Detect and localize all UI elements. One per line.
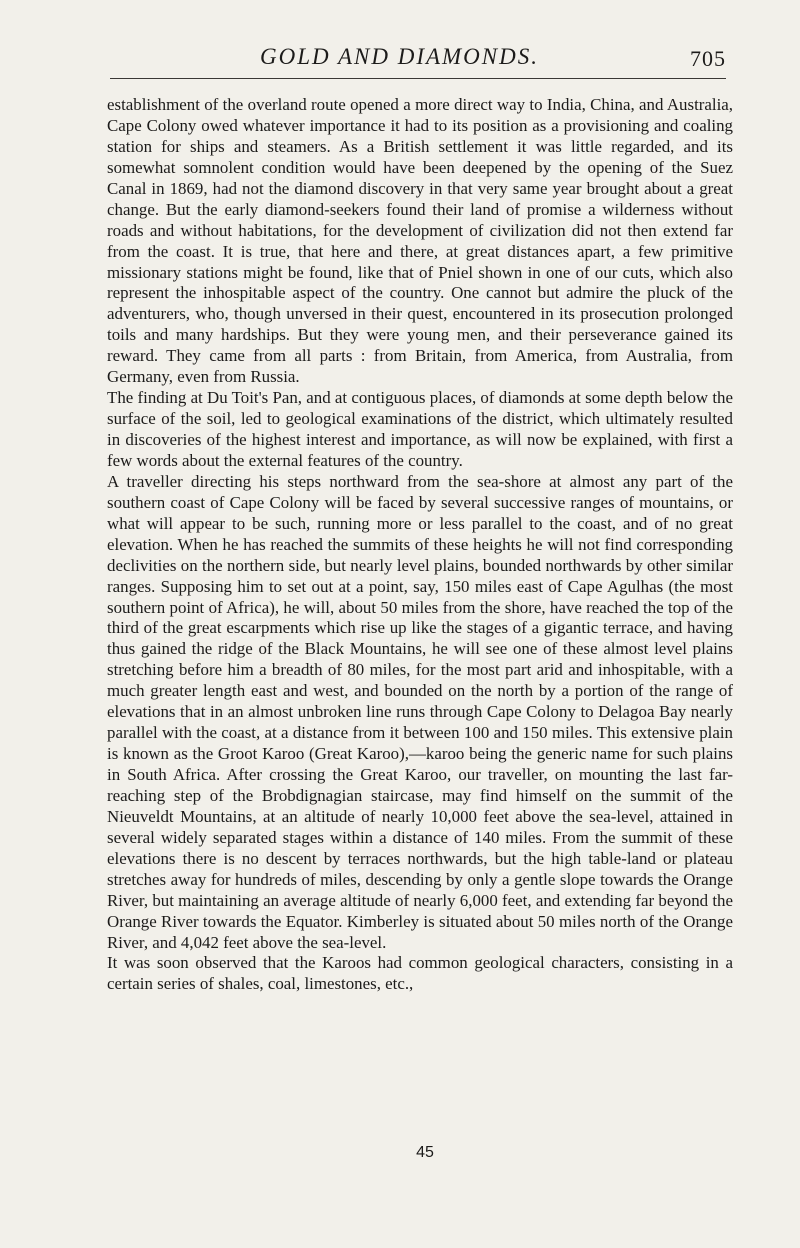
paragraph: A traveller directing his steps northward from the sea-shore at almost any part of the southern coast of Cape Colony will be faced by several successive ranges of mountains, or what will appear to be such, running more or less parallel to the coast, and of no great elevation. When he has reached the summits of these heights he will not find corresponding declivities on the northern side, but nearly level plains, bounded northwards by other similar ranges. Supposing him to set out at a point, say, 150 miles east of Cape Agulhas (the most southern point of Africa), he will, about 50 miles from the shore, have reached the top of the third of the great escarpments which rise up like the stages of a gigantic terrace, and having thus gained the ridge of the Black Mountains, he will see one of these almost level plains stretching before him a breadth of 80 miles, for the most part arid and inhospitable, with a much greater length east and west, and bounded on the north by a portion of the range of elevations that in an almost unbroken line runs through Cape Colony to Delagoa Bay nearly parallel with the coast, at a distance from it between 100 and 150 miles. This extensive plain is known as the Groot Karoo (Great Karoo),—karoo being the generic name for such plains in South Africa. After crossing the Great Karoo, our traveller, on mounting the last far-reaching step of the Brobdignagian staircase, may find himself on the summit of the Nieuveldt Mountains, at an altitude of nearly 10,000 feet above the sea-level, attained in several widely separated stages within a distance of 140 miles. From the summit of these elevations there is no descent by terraces northwards, but the high table-land or plateau stretches away for hundreds of miles, descending by only a gentle slope towards the Orange River, but maintaining an average altitude of nearly 6,000 feet, and extending far beyond the Orange River towards the Equator. Kimberley is situated about 50 miles north of the Orange River, and 4,042 feet above the sea-level.	[107, 471, 733, 952]
paragraph: establishment of the overland route opened a more direct way to India, China, and Australia, Cape Colony owed whatever importance it had to its position as a provisioning and coaling station for ships and steamers. As a British settlement it was little regarded, and its somewhat somnolent condition would have been deepened by the opening of the Suez Canal in 1869, had not the diamond discovery in that very same year brought about a great change. But the early diamond-seekers found their land of promise a wilderness without roads and without habitations, for the development of civilization did not then extend far from the coast. It is true, that here and there, at great distances apart, a few primitive missionary stations might be found, like that of Pniel shown in one of our cuts, which also represent the inhospitable aspect of the country. One cannot but admire the pluck of the adventurers, who, though unversed in their quest, encountered in its prosecution prolonged toils and many hardships. But they were young men, and their perseverance gained its reward. They came from all parts : from Britain, from America, from Australia, from Germany, even from Russia.	[107, 95, 733, 387]
page-number: 705	[690, 46, 726, 71]
running-header	[110, 44, 726, 79]
signature-mark: 45	[416, 1144, 434, 1161]
paragraph: It was soon observed that the Karoos had common geological characters, consisting in a certain series of shales, coal, limestones, etc.,	[107, 953, 733, 994]
body-text	[107, 95, 733, 995]
paragraph: The finding at Du Toit's Pan, and at contiguous places, of diamonds at some depth below the surface of the soil, led to geological examinations of the district, which ultimately resulted in discoveries of the highest interest and importance, as will now be explained, with first a few words about the external features of the country.	[107, 388, 733, 470]
running-title: GOLD AND DIAMONDS.	[260, 44, 539, 69]
